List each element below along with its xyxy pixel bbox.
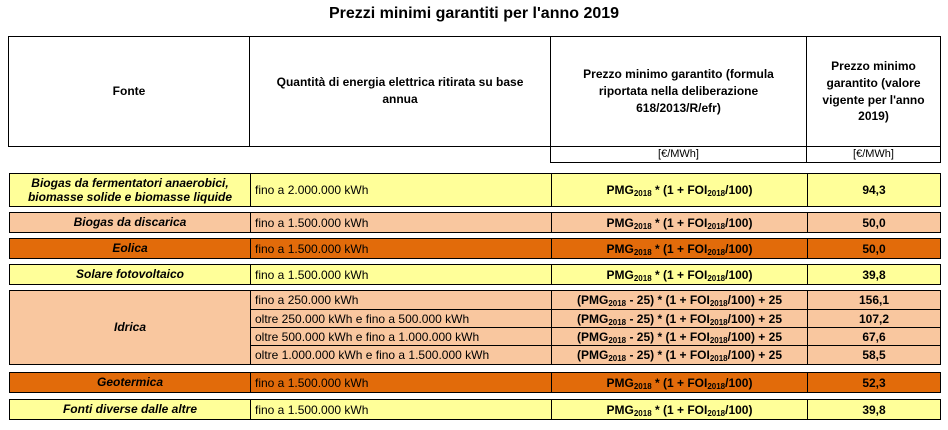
row-fonte: Eolica xyxy=(112,241,148,256)
row-quantita: fino a 1.500.000 kWh xyxy=(250,373,551,392)
header-formula xyxy=(550,36,807,147)
formula-text: $PMG_{2018} * (1 + FOI_{2018}/100)$ xyxy=(606,215,753,231)
row-valore: 94,3 xyxy=(807,174,940,206)
formula-text: $(PMG_{2018} - 25) * (1 + FOI_{2018}/100) + 25$ xyxy=(576,293,782,308)
header-fonte-label: Fonte xyxy=(112,84,146,99)
idrica-quantita: oltre 250.000 kWh e fino a 500.000 kWh xyxy=(250,309,551,327)
header-formula-label: Prezzo minimo garantito (formula riportata nella deliberazione 618/2013/R/efr) xyxy=(583,67,774,115)
row-valore: 39,8 xyxy=(807,400,940,419)
row-formula xyxy=(551,213,807,232)
row-fonte: Fonti diverse dalle altre xyxy=(62,402,198,417)
row-formula xyxy=(551,174,807,206)
page-title: Prezzi minimi garantiti per l'anno 2019 xyxy=(328,5,620,22)
row-quantita: fino a 1.500.000 kWh xyxy=(250,213,551,232)
idrica-valore: 107,2 xyxy=(807,309,940,327)
formula-text: $PMG_{2018} * (1 + FOI_{2018}/100)$ xyxy=(606,267,753,283)
row-fonti-diverse xyxy=(9,399,941,420)
formula-text: $(PMG_{2018} - 25) * (1 + FOI_{2018}/100) + 25$ xyxy=(576,348,782,363)
row-fonte: Biogas da discarica xyxy=(73,215,187,230)
formula-text: $PMG_{2018} * (1 + FOI_{2018}/100)$ xyxy=(606,183,753,198)
row-biogas-fermentatori xyxy=(9,173,941,207)
row-valore: 50,0 xyxy=(807,239,940,258)
row-quantita: fino a 2.000.000 kWh xyxy=(250,174,551,206)
row-quantita: fino a 1.500.000 kWh xyxy=(250,400,551,419)
row-fonte: Solare fotovoltaico xyxy=(75,267,185,282)
row-quantita: fino a 1.500.000 kWh xyxy=(250,265,551,284)
idrica-valore: 67,6 xyxy=(807,327,940,345)
idrica-valore: 156,1 xyxy=(807,291,940,309)
formula-text: $PMG_{2018} * (1 + FOI_{2018}/100)$ xyxy=(606,241,753,257)
idrica-formula xyxy=(551,309,807,327)
formula-text: $PMG_{2018} * (1 + FOI_{2018}/100)$ xyxy=(606,375,753,391)
idrica-valore: 58,5 xyxy=(807,345,940,364)
idrica-formula xyxy=(551,327,807,345)
row-formula xyxy=(551,373,807,392)
idrica-quantita: oltre 1.000.000 kWh e fino a 1.500.000 kWh xyxy=(250,345,551,364)
row-valore: 52,3 xyxy=(807,373,940,392)
formula-text: $(PMG_{2018} - 25) * (1 + FOI_{2018}/100) + 25$ xyxy=(576,311,782,327)
row-valore: 50,0 xyxy=(807,213,940,232)
header-valore xyxy=(806,36,941,147)
row-fonte: Biogas da fermentatori anaerobici, biomasse solide e biomasse liquide xyxy=(27,175,233,204)
row-idrica xyxy=(9,290,941,365)
header-fonte xyxy=(8,36,250,147)
idrica-quantita: oltre 500.000 kWh e fino a 1.000.000 kWh xyxy=(250,327,551,345)
header-quantita xyxy=(249,36,551,147)
header-quantita-label: Quantità di energia elettrica ritirata su base annua xyxy=(276,75,524,106)
row-fonte: Idrica xyxy=(113,320,146,335)
idrica-formula xyxy=(551,345,807,364)
idrica-formula xyxy=(551,291,807,309)
unit-valore: [€/MWh] xyxy=(806,147,941,163)
idrica-quantita: fino a 250.000 kWh xyxy=(250,291,551,309)
header-valore-label: Prezzo minimo garantito (valore vigente per l'anno 2019) xyxy=(822,58,925,124)
row-eolica xyxy=(9,238,941,259)
row-solare xyxy=(9,264,941,285)
row-formula xyxy=(551,265,807,284)
row-quantita: fino a 1.500.000 kWh xyxy=(250,239,551,258)
row-geotermica xyxy=(9,372,941,393)
unit-formula: [€/MWh] xyxy=(550,147,807,163)
row-formula xyxy=(551,239,807,258)
formula-text: $PMG_{2018} * (1 + FOI_{2018}/100)$ xyxy=(606,402,753,418)
row-fonte: Geotermica xyxy=(96,375,164,390)
row-valore: 39,8 xyxy=(807,265,940,284)
formula-text: $(PMG_{2018} - 25) * (1 + FOI_{2018}/100) + 25$ xyxy=(576,329,782,345)
row-formula xyxy=(551,400,807,419)
row-biogas-discarica xyxy=(9,212,941,233)
